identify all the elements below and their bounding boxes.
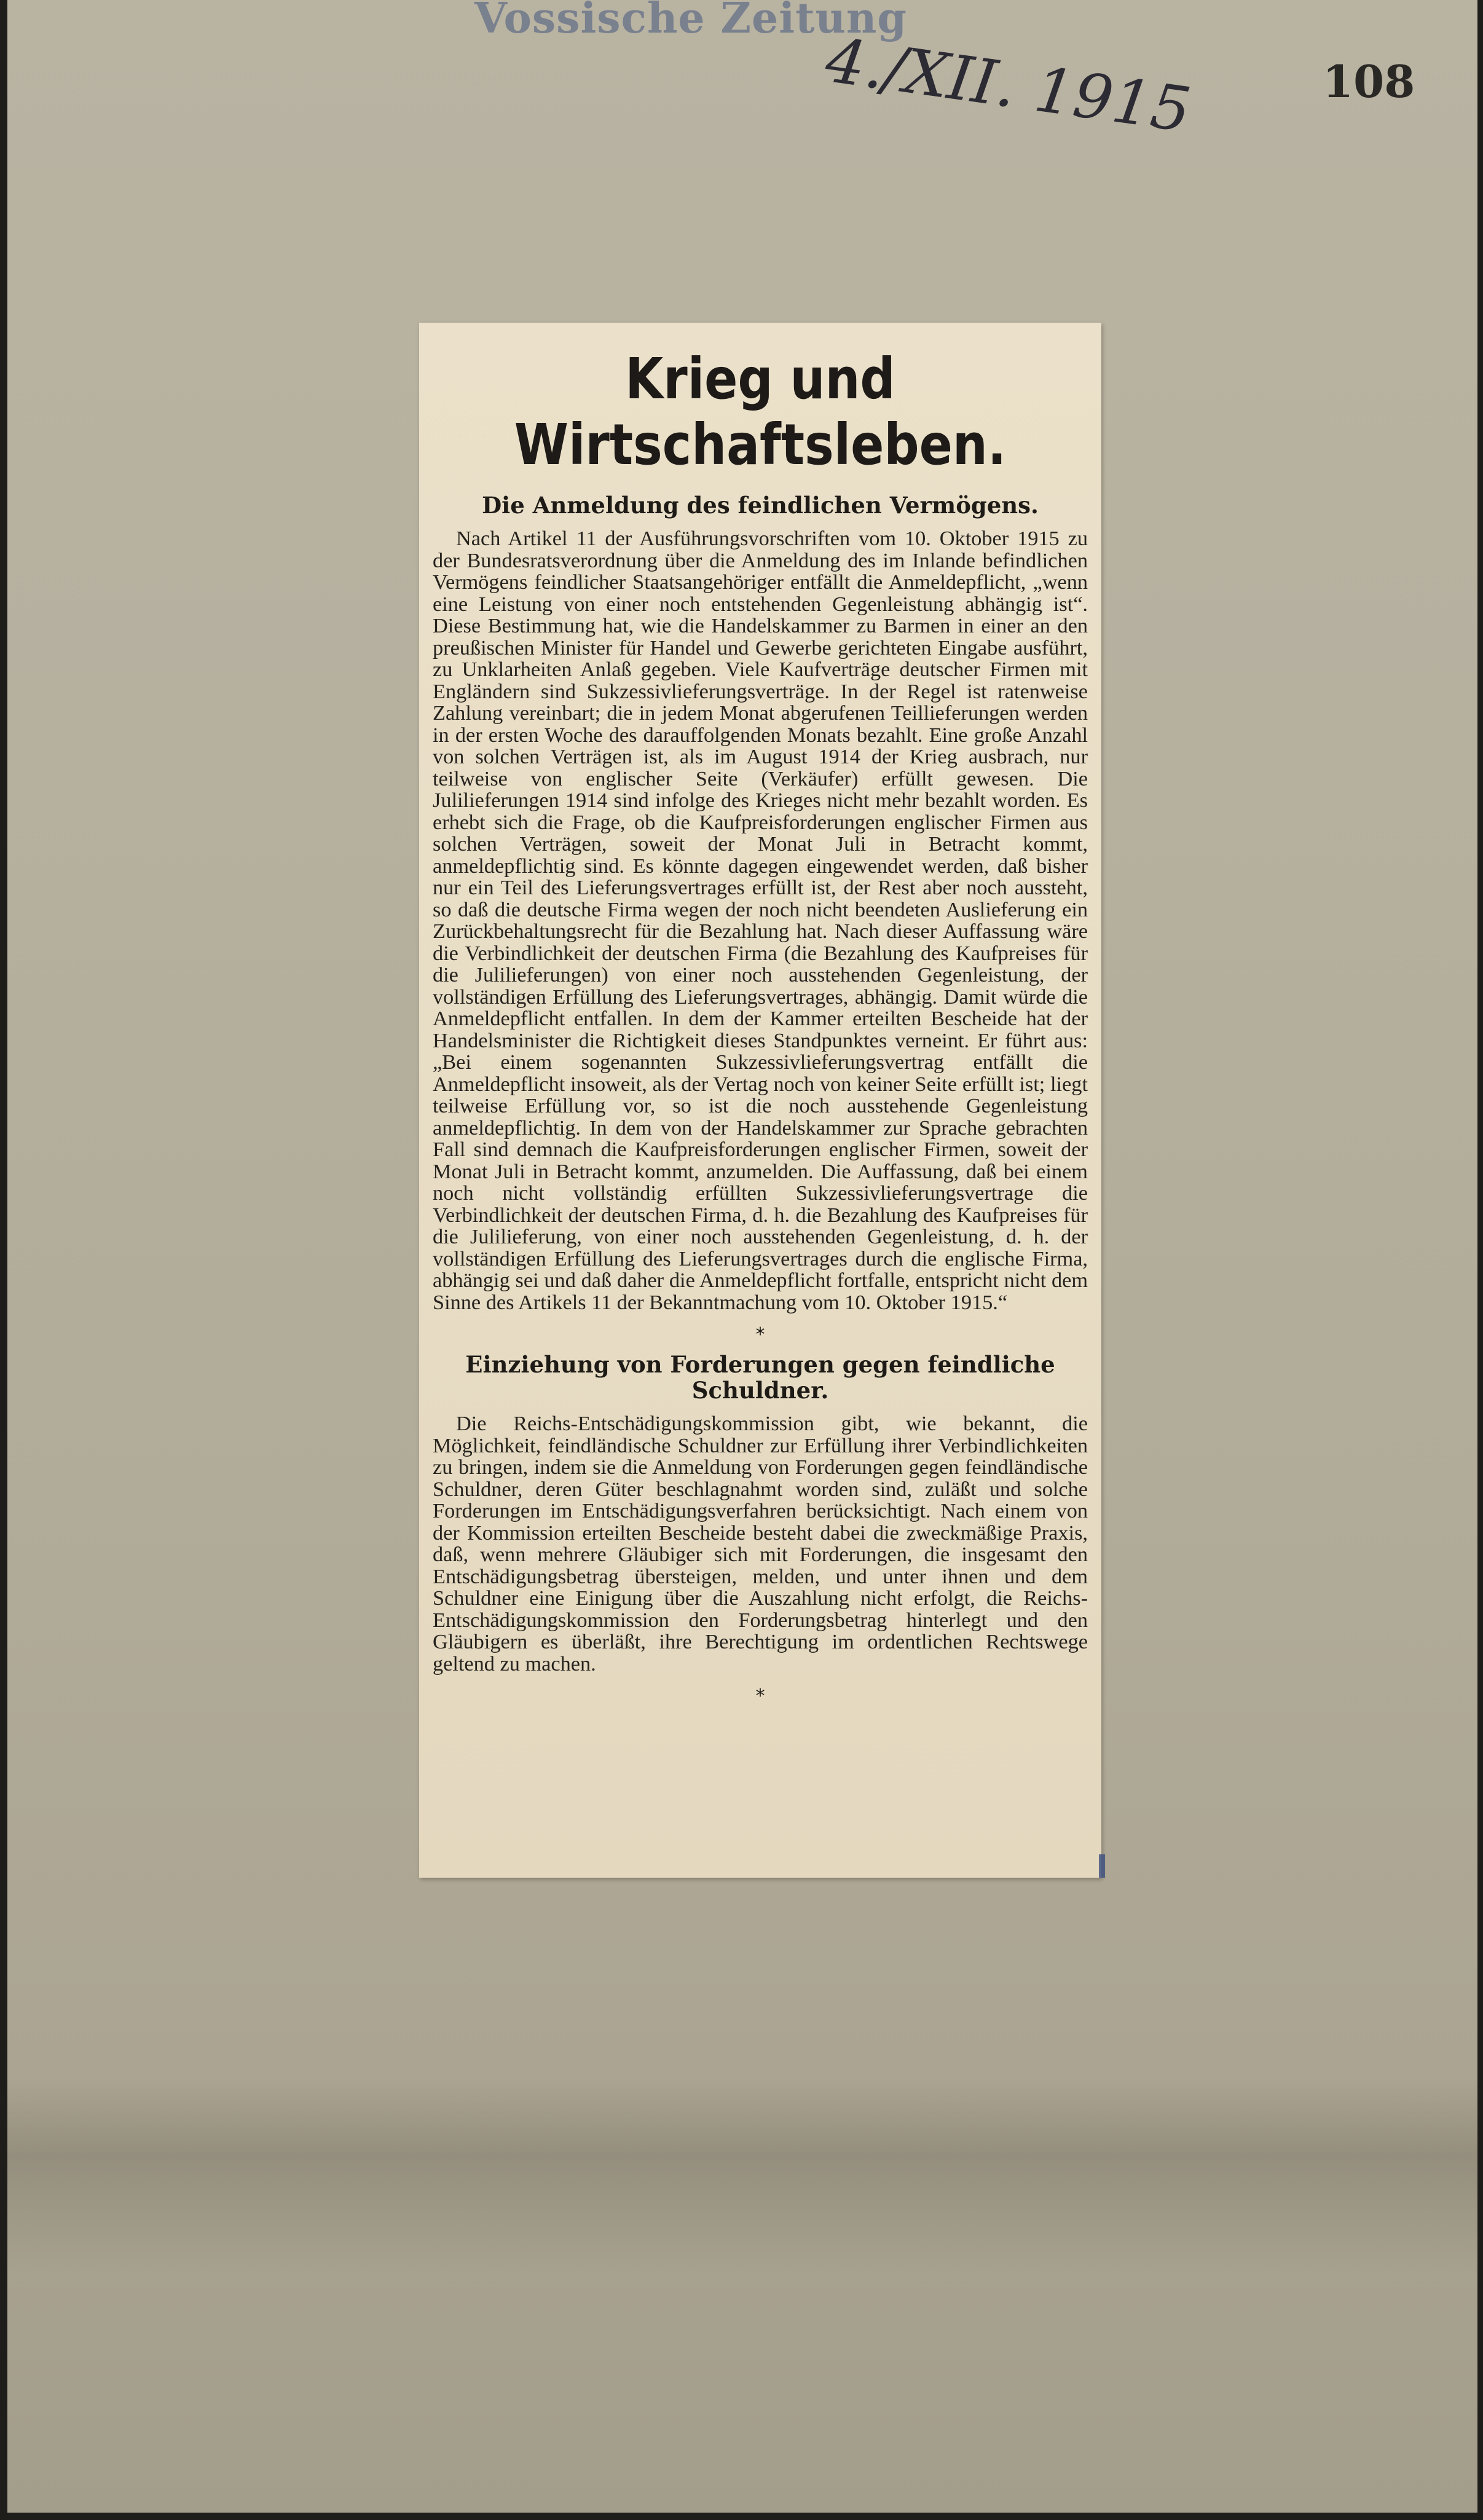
newspaper-stamp: Vossische Zeitung [474,0,907,43]
page-number: 108 [1323,55,1415,108]
clipping-title: Krieg und Wirtschaftsleben. [514,346,1007,478]
section-body-2: Die Reichs-Entschädigungskommission gibt, wie bekannt, die Möglichkeit, feindländische Schuldner zur Erfüllung ihrer Verbindlichkeiten zu bringen, indem sie die Anmeldung von Forderungen gegen feindländische Schuldner, deren Güter beschlagnahmt worden sind, zuläßt und solche Forderungen im Entschädigungsverfahren berücksichtigt. Nach einem von der Kommission erteilten Bescheide besteht dabei die zweckmäßige Praxis, daß, wenn mehrere Gläubiger sich mit Forderungen, die insgesamt den Entschädigungsbetrag übersteigen, melden, und unter ihnen und dem Schuldner eine Einigung über die Auszahlung nicht erfolgt, die Reichs-Entschädigungskommission den Forderungsbetrag hinterlegt und den Gläubigern es überläßt, ihre Berechtigung im ordentlichen Rechtswege geltend zu machen. [433,1412,1088,1675]
sheet-shadow [7,2077,1477,2274]
section-heading-1: Die Anmeldung des feindlichen Vermögens. [482,492,1039,519]
handwritten-date: 4./XII. 1915 [821,24,1195,146]
archive-sheet [7,0,1477,2513]
end-star: * [755,1685,765,1707]
newspaper-clipping [419,323,1101,1878]
section-heading-2: Einziehung von Forderungen gegen feindliche Schuldner. [465,1351,1055,1404]
ink-edge-mark [1099,1854,1105,1878]
section-body-1: Nach Artikel 11 der Ausführungsvorschriften vom 10. Oktober 1915 zu der Bundesratsverordnung über die Anmeldung des im Inlande befindlichen Vermögens feindlicher Staatsangehöriger entfällt die Anmeldepflicht, „wenn eine Leistung von einer noch entstehenden Gegenleistung abhängig ist“. Diese Bestimmung hat, wie die Handelskammer zu Barmen in einer an den preußischen Minister für Handel und Gewerbe gerichteten Eingabe ausführt, zu Unklarheiten Anlaß gegeben. Viele Kaufverträge deutscher Firmen mit Engländern sind Sukzessivlieferungsverträge. In der Regel ist ratenweise Zahlung vereinbart; die in jedem Monat abgerufenen Teillieferungen werden in der ersten Woche des darauffolgenden Monats bezahlt. Eine große Anzahl von solchen Verträgen ist, als im August 1914 der Krieg ausbrach, nur teilweise von englischer Seite (Verkäufer) erfüllt gewesen. Die Julilieferungen 1914 sind infolge des Krieges nicht mehr bezahlt worden. Es erhebt sich die Frage, ob die Kaufpreisforderungen englischer Firmen aus solchen Verträgen, soweit der Monat Juli in Betracht kommt, anmeldepflichtig sind. Es könnte dagegen eingewendet werden, daß bisher nur ein Teil des Lieferungsvertrages erfüllt ist, der Rest aber noch aussteht, so daß die deutsche Firma wegen der noch nicht beendeten Auslieferung ein Zurückbehaltungsrecht für die Bezahlung hat. Nach dieser Auffassung wäre die Verbindlichkeit der deutschen Firma (die Bezahlung des Kaufpreises für die Julilieferungen) von einer noch ausstehenden Gegenleistung, der vollständigen Erfüllung des Lieferungsvertrages, abhängig. Damit würde die Anmeldepflicht entfallen. In dem der Kammer erteilten Bescheide hat der Handelsminister die Richtigkeit dieses Standpunktes verneint. Er führt aus: „Bei einem sogenannten Sukzessivlieferungsvertrag entfällt die Anmeldepflicht insoweit, als der Vertag noch von keiner Seite erfüllt ist; liegt teilweise Erfüllung vor, so ist die noch ausstehende Gegenleistung anmeldepflichtig. In dem von der Handelskammer zur Sprache gebrachten Fall sind demnach die Kaufpreisforderungen englischer Firmen, soweit der Monat Juli in Betracht kommt, anzumelden. Die Auffassung, daß bei einem noch nicht vollständig erfüllten Sukzessivlieferungsvertrage die Verbindlichkeit der deutschen Firma, d. h. die Bezahlung des Kaufpreises für die Julilieferung, von einer noch ausstehenden Gegenleistung, d. h. der vollständigen Erfüllung des Lieferungsvertrages durch die englische Firma, abhängig sei und daß daher die Anmeldepflicht fortfalle, entspricht nicht dem Sinne des Artikels 11 der Bekanntmachung vom 10. Oktober 1915.“ [433,527,1088,1314]
separator-star: * [755,1324,765,1345]
